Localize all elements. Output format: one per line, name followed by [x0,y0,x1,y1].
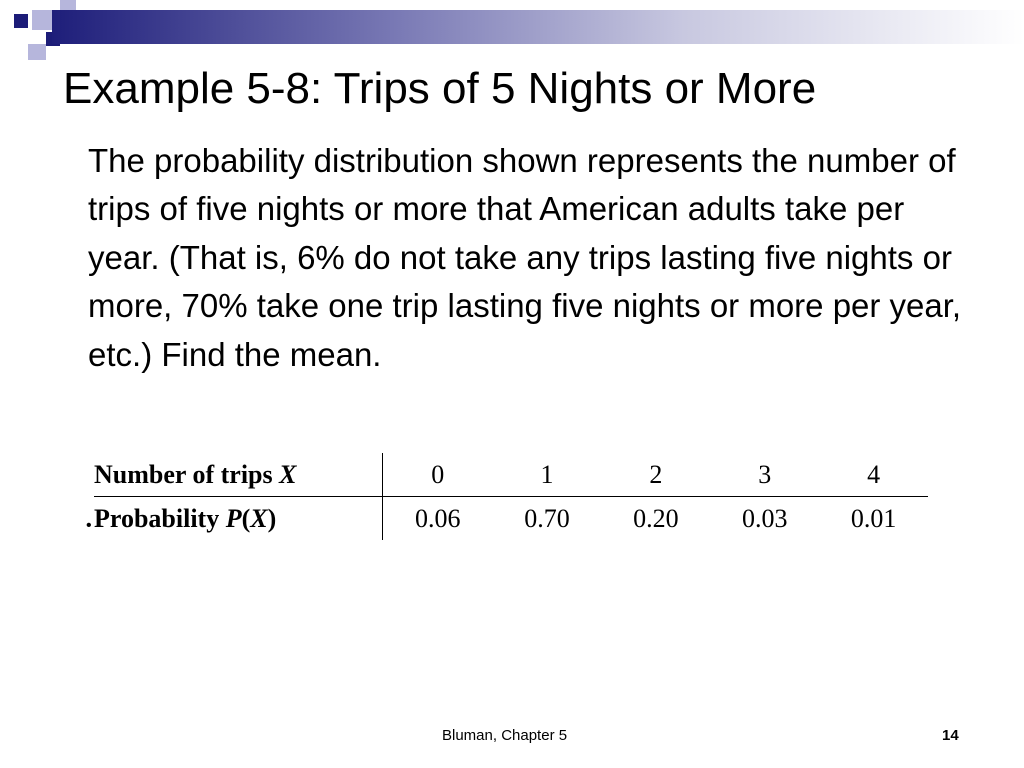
x-value-cell: 1 [493,453,602,497]
page-number: 14 [942,727,959,744]
x-value-cell: 4 [819,453,928,497]
probability-value-cell: 0.06 [415,503,461,533]
probability-value-cell: 0.70 [524,503,570,533]
corner-square-lavender-1 [32,10,52,30]
probability-value-cell: 0.03 [741,503,788,533]
row-label-probability: Probability P(X) [94,497,383,541]
corner-square-lavender-3 [28,44,46,60]
corner-square-navy-1 [14,14,28,28]
table-row-trips [94,453,928,497]
probability-distribution-table [94,453,928,540]
header-gradient-bar [52,10,1024,44]
row-label-number-of-trips: Number of trips X [94,453,383,497]
problem-text: The probability distribution shown represents the number of trips of five nights or more that American adults take per year. (That is, 6% do not take any trips lasting five nights or more, 70% take one trip lasting five nights or more per year, etc.) Find the mean. [88,142,962,373]
table-row-probability [94,497,928,541]
probability-value-cell: 0.01 [850,503,897,533]
x-value-cell: 2 [601,453,710,497]
x-value-cell: 0 [383,453,493,497]
bullet-marker: • [86,517,92,534]
x-value-cell: 3 [710,453,819,497]
footer-source: Bluman, Chapter 5 [442,727,568,744]
probability-value-cell: 0.20 [633,503,679,533]
slide-title: Example 5-8: Trips of 5 Nights or More [63,64,817,113]
